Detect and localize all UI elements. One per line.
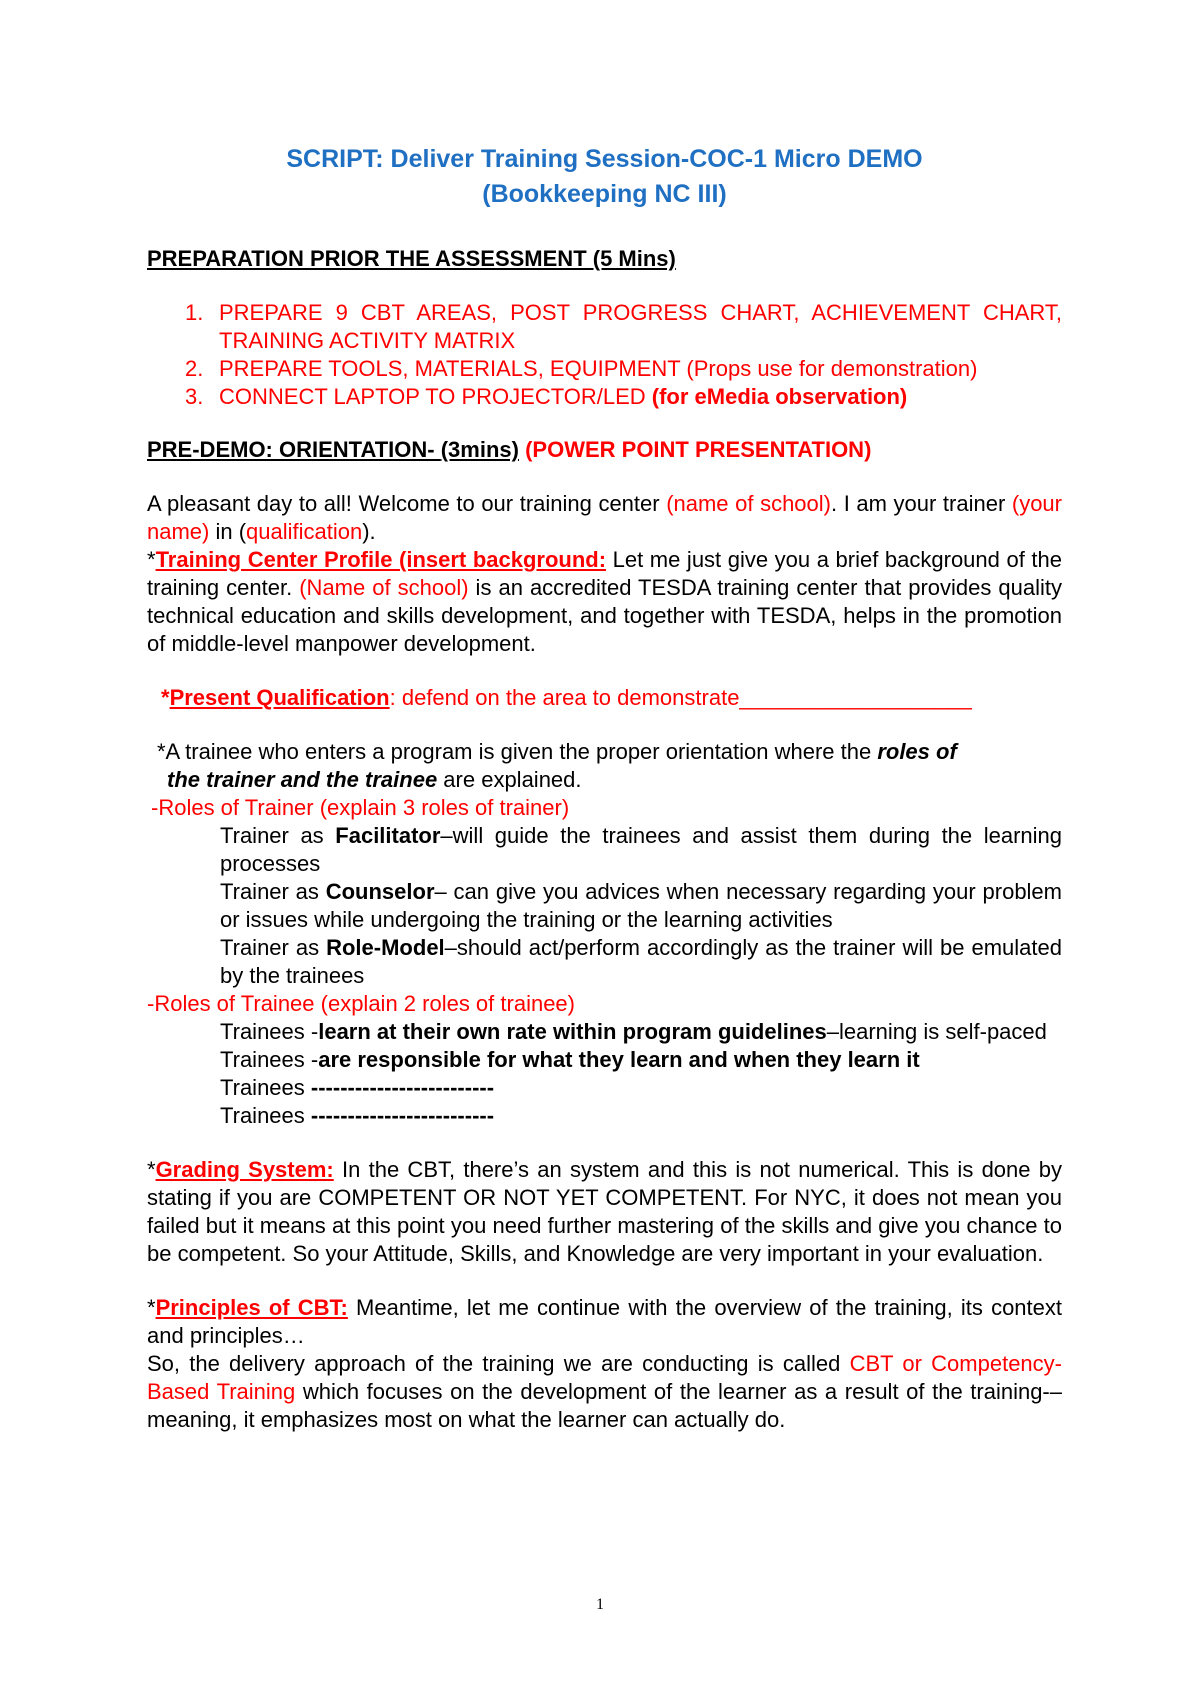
trainer-role-prefix: Trainer as	[220, 823, 336, 848]
predemo-mode: (POWER POINT PRESENTATION)	[518, 437, 872, 462]
welcome-qualification-placeholder: qualification	[246, 519, 363, 544]
trainer-role-prefix: Trainer as	[220, 935, 327, 960]
predemo-heading	[147, 436, 1062, 464]
principles-paragraph	[147, 1294, 1062, 1350]
document-body	[147, 142, 1062, 1434]
trainer-role-description: – can give you advices when necessary regarding your problem or issues while undergoing the training or the learning activities	[220, 879, 1062, 932]
trainer-role-name: Facilitator	[335, 823, 441, 848]
trainee-role-item	[147, 1102, 1062, 1130]
trainee-role-blank: -------------------------	[310, 1103, 495, 1128]
trainer-role-name: Counselor	[325, 879, 435, 904]
cbt-text: So, the delivery approach of the training we are conducting is called	[147, 1351, 850, 1376]
cbt-text: which focuses on the development of the learner as a result of the training-–meaning, it emphasizes most on what the learner can actually do.	[147, 1379, 1062, 1432]
welcome-text: . I am your trainer	[831, 491, 1012, 516]
prep-item-text: CONNECT LAPTOP TO PROJECTOR/LED	[219, 384, 652, 409]
qualification-label: Present Qualification	[169, 685, 390, 710]
prep-item	[147, 355, 1062, 383]
trainee-intro-text: are explained.	[437, 767, 582, 792]
grading-star: *	[147, 1157, 156, 1182]
trainee-intro-text: *A trainee who enters a program is given the proper orientation where the	[157, 739, 878, 764]
trainee-role-prefix: Trainees -	[220, 1047, 319, 1072]
trainee-role-prefix: Trainees	[220, 1075, 311, 1100]
qualification-star: *	[161, 685, 170, 710]
grading-paragraph	[147, 1156, 1062, 1268]
welcome-text: A pleasant day to all! Welcome to our training center	[147, 491, 667, 516]
qualification-paragraph	[147, 684, 1062, 712]
trainee-role-prefix: Trainees -	[220, 1019, 319, 1044]
trainee-intro-line1	[147, 738, 1062, 766]
trainer-role-item	[147, 878, 1062, 934]
trainee-role-item	[147, 1018, 1062, 1046]
prep-heading: PREPARATION PRIOR THE ASSESSMENT (5 Mins)	[147, 246, 676, 271]
profile-text: Let me just give you a brief background of the training center.	[147, 547, 1062, 600]
trainee-intro-emphasis: the trainer and the trainee	[167, 767, 438, 792]
principles-label: Principles of CBT:	[155, 1295, 348, 1320]
trainee-role-prefix: Trainees	[220, 1103, 311, 1128]
page-number: 1	[596, 1596, 604, 1613]
grading-label: Grading System:	[155, 1157, 334, 1182]
cbt-term: CBT or Competency-Based Training	[147, 1351, 1062, 1404]
prep-item-bold-text: (for eMedia observation)	[651, 384, 908, 409]
roles-trainee-heading: -Roles of Trainee (explain 2 roles of trainee)	[147, 991, 575, 1016]
principles-star: *	[147, 1295, 156, 1320]
grading-text: In the CBT, there’s an system and this is not numerical. This is done by stating if you are COMPETENT OR NOT YET COMPETENT. For NYC, it does not mean you failed but it means at this point you need further mastering of the skills and give you chance to be competent. So your Attitude, Skills, and Knowledge are very important in your evaluation.	[147, 1157, 1062, 1266]
trainee-role-blank: -------------------------	[310, 1075, 495, 1100]
trainer-role-item	[147, 934, 1062, 990]
roles-trainer-heading: -Roles of Trainer (explain 3 roles of trainer)	[151, 795, 570, 820]
welcome-school-placeholder: (name of school)	[666, 491, 831, 516]
predemo-duration: (3mins)	[440, 437, 519, 462]
trainee-role-description: –learning is self-paced	[826, 1019, 1047, 1044]
principles-text: Meantime, let me continue with the overview of the training, its context and principles…	[147, 1295, 1063, 1348]
trainee-intro-emphasis: roles of	[877, 739, 957, 764]
document-title-line2: (Bookkeeping NC III)	[482, 180, 727, 208]
document-title-line1: SCRIPT: Deliver Training Session-COC-1 Micro DEMO	[286, 145, 923, 173]
prep-item-number: 1.	[185, 300, 204, 325]
qualification-text: : defend on the area to demonstrate___________________	[389, 685, 972, 710]
prep-item-number: 2.	[185, 356, 204, 381]
prep-item	[147, 299, 1062, 355]
profile-star: *	[147, 547, 156, 572]
profile-label: Training Center Profile (insert background:	[155, 547, 607, 572]
profile-paragraph	[147, 546, 1062, 658]
trainee-role-name: learn at their own rate within program guidelines	[318, 1019, 827, 1044]
welcome-name-placeholder: (your name)	[147, 491, 1062, 544]
prep-item	[147, 383, 1062, 411]
trainer-role-name: Role-Model	[326, 935, 445, 960]
cbt-paragraph	[147, 1350, 1062, 1434]
prep-list	[147, 299, 1062, 411]
trainer-role-item	[147, 822, 1062, 878]
trainee-role-item	[147, 1046, 1062, 1074]
trainer-role-description: –should act/perform accordingly as the trainer will be emulated by the trainees	[220, 935, 1062, 988]
trainee-intro-line2	[147, 766, 1062, 794]
prep-item-text: PREPARE TOOLS, MATERIALS, EQUIPMENT (Props use for demonstration)	[219, 356, 978, 381]
trainee-role-item	[147, 1074, 1062, 1102]
trainer-role-description: –will guide the trainees and assist them during the learning processes	[220, 823, 1063, 876]
profile-school-placeholder: (Name of school)	[299, 575, 469, 600]
welcome-text: ).	[362, 519, 376, 544]
profile-text: is an accredited TESDA training center that provides quality technical education and skills development, and together with TESDA, helps in the promotion of middle-level manpower development.	[147, 575, 1062, 656]
prep-item-text: PREPARE 9 CBT AREAS, POST PROGRESS CHART, ACHIEVEMENT CHART, TRAINING ACTIVITY MATRIX	[219, 300, 1062, 353]
welcome-paragraph	[147, 490, 1062, 546]
welcome-text: in (	[209, 519, 247, 544]
prep-item-number: 3.	[185, 384, 204, 409]
trainee-role-name: are responsible for what they learn and when they learn it	[318, 1047, 920, 1072]
trainer-role-prefix: Trainer as	[220, 879, 326, 904]
predemo-heading-label: PRE-DEMO: ORIENTATION-	[147, 437, 441, 462]
